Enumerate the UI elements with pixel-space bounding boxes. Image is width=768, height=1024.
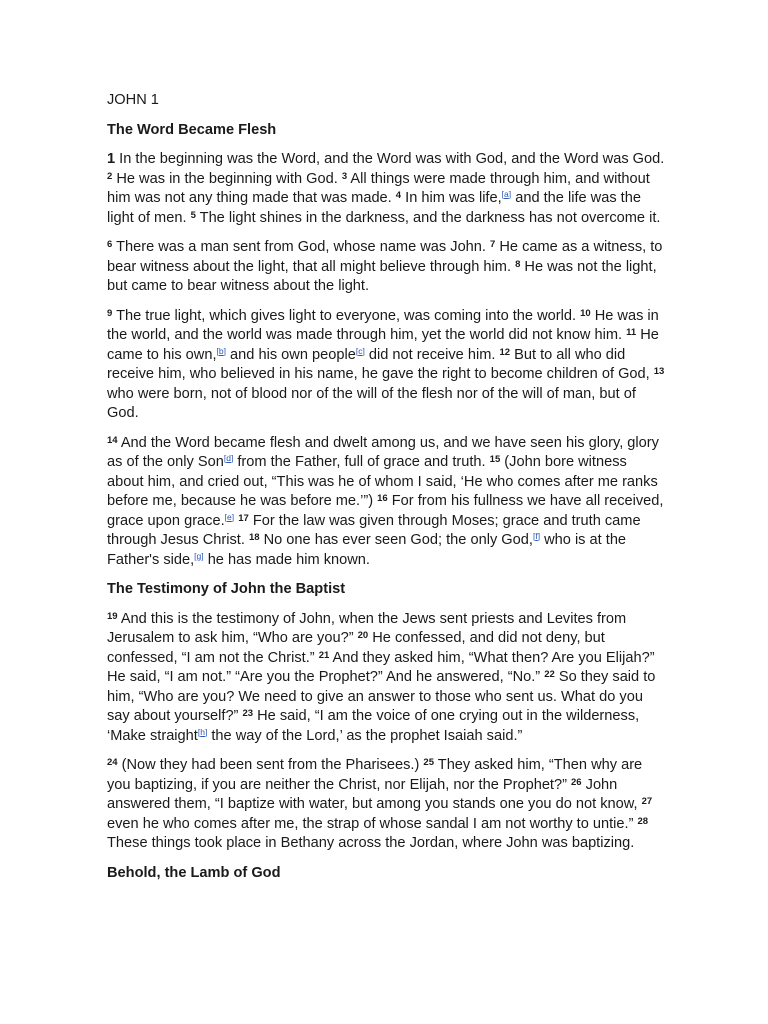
verse-text: did not receive him. [364,346,500,363]
scripture-paragraph [107,238,667,297]
verse-number: 7 [490,239,496,250]
verse-number: 11 [626,327,637,338]
footnote-letter[interactable]: h [200,726,205,737]
footnote-letter[interactable]: d [226,453,231,463]
scripture-paragraph [107,434,667,571]
verse-number: 24 [107,757,118,768]
verse-text: and the life was the light of men. [107,190,641,226]
scripture-paragraph [107,756,667,854]
verse-number: 9 [107,307,113,319]
verse-text: No one has ever seen God; the only God, [259,532,533,548]
verse-number: 22 [544,669,555,680]
verse-text: For the law was given through Moses; grace and truth came through Jesus Christ. [107,512,641,548]
scripture-paragraph [107,150,667,228]
verse-number: 14 [107,434,118,446]
verse-text: He said, “I am the voice of one crying out in the wilderness, ‘Make straight [107,708,640,744]
section-heading: Behold, the Lamb of God [107,864,281,881]
verse-text: He came to his own, [107,327,659,363]
verse-number: 12 [499,346,511,358]
verse-text: But to all who did receive him, who believed in his name, he gave the right to become children of God, [107,346,654,382]
verse-number: 3 [341,170,348,182]
chapter-title: JOHN 1 [107,92,159,108]
verse-number: 5 [190,209,196,221]
verse-number: 28 [637,815,649,827]
verse-number: 8 [515,258,521,270]
verse-text: He came as a witness, to bear witness about the light, that all might believe through him. [107,239,663,275]
verse-text: and his own people [226,346,356,363]
verse-text: who is at the Father's side, [107,532,627,568]
section-heading: The Testimony of John the Baptist [107,581,346,597]
footnote-letter[interactable]: g [196,550,202,561]
verse-text: In the beginning was the Word, and the Word was with God, and the Word was God. [115,151,665,167]
footnote-link[interactable]: [b] [216,345,226,356]
verse-number: 21 [318,649,330,661]
verse-text: He was not the light, but came to bear witness about the light. [107,258,657,294]
verse-text: The light shines in the darkness, and the darkness has not overcome it. [195,209,661,226]
verse-text: (Now they had been sent from the Pharisees.) [117,757,424,773]
verse-number: 10 [580,307,591,319]
verse-text: even he who comes after me, the strap of whose sandal I am not worthy to untie.” [107,815,638,832]
verse-number: 13 [653,366,665,377]
footnote-letter[interactable]: a [504,189,509,199]
verse-text: For from his fullness we have all received, grace upon grace. [107,493,664,529]
verse-text: The true light, which gives light to everyone, was coming into the world. [112,307,581,324]
verse-text: And this is the testimony of John, when the Jews sent priests and Levites from Jerusalem to ask him, “Who are you?” [107,610,627,646]
verse-number: 23 [242,708,254,719]
verse-text: He was in the beginning with God. [112,170,342,187]
verse-number: 19 [107,610,118,622]
verse-number: 26 [571,776,582,788]
section-heading: The Word Became Flesh [107,121,277,138]
verse-text: He confessed, and did not deny, but confessed, “I am not the Christ.” [107,630,605,666]
verse-number: 2 [107,170,113,182]
footnote-letter[interactable]: e [227,511,232,522]
verse-text: These things took place in Bethany across the Jordan, where John was baptizing. [107,835,635,851]
footnote-link[interactable]: [g] [194,550,204,561]
document-body [107,91,667,893]
verse-text: He was in the world, and the world was made through him, yet the world did not know him. [107,307,659,343]
verse-text: So they said to him, “Who are you? We need to give an answer to those who sent us. What do you say about yourself?” [107,669,656,724]
verse-text: he has made him known. [203,551,370,568]
verse-number: 25 [423,757,434,768]
footnote-link[interactable]: [a] [501,189,512,199]
verse-text: They asked him, “Then why are you baptizing, if you are neither the Christ, nor Elijah, nor the Prophet?” [107,757,643,793]
footnote-link[interactable]: [d] [223,453,234,463]
verse-text: (John bore witness about him, and cried out, “This was he of whom I said, ‘He who comes after me ranks before me, because he was before me.’”) [107,454,658,509]
verse-text: who were born, not of blood nor of the will of the flesh nor of the will of man, but of God. [107,385,636,421]
footnote-letter[interactable]: f [535,531,538,541]
verse-number: 17 [238,512,249,524]
verse-text: from the Father, full of grace and truth. [233,454,490,470]
footnote-link[interactable]: [f] [532,531,541,541]
verse-number: 18 [248,532,260,543]
verse-text: In him was life, [401,190,502,206]
footnote-link[interactable]: [c] [355,345,365,356]
verse-text: John answered them, “I baptize with water, but among you stands one you do not know, [107,776,642,812]
verse-number: 16 [377,493,388,504]
verse-number: 27 [641,796,653,807]
verse-text: There was a man sent from God, whose name was John. [112,239,491,255]
scripture-paragraph [107,307,667,424]
verse-number: 6 [107,239,113,250]
verse-text: And they asked him, “What then? Are you Elijah?” He said, “I am not.” “Are you the Prophet?” And he answered, “No.” [107,649,655,685]
scripture-paragraph [107,610,667,747]
footnote-letter[interactable]: c [358,345,363,356]
verse-number: 15 [489,454,501,465]
footnote-letter[interactable]: b [218,345,224,356]
verse-text: the way of the Lord,’ as the prophet Isaiah said.” [207,727,523,744]
verse-text: All things were made through him, and without him was not any thing made that was made. [107,170,650,206]
verse-text: And the Word became flesh and dwelt among us, and we have seen his glory, glory as of the only Son [107,434,659,470]
verse-number: 1 [107,151,116,167]
verse-number: 20 [357,630,369,641]
footnote-link[interactable]: [h] [197,726,208,737]
footnote-link[interactable]: [e] [224,511,235,522]
verse-number: 4 [395,190,402,201]
